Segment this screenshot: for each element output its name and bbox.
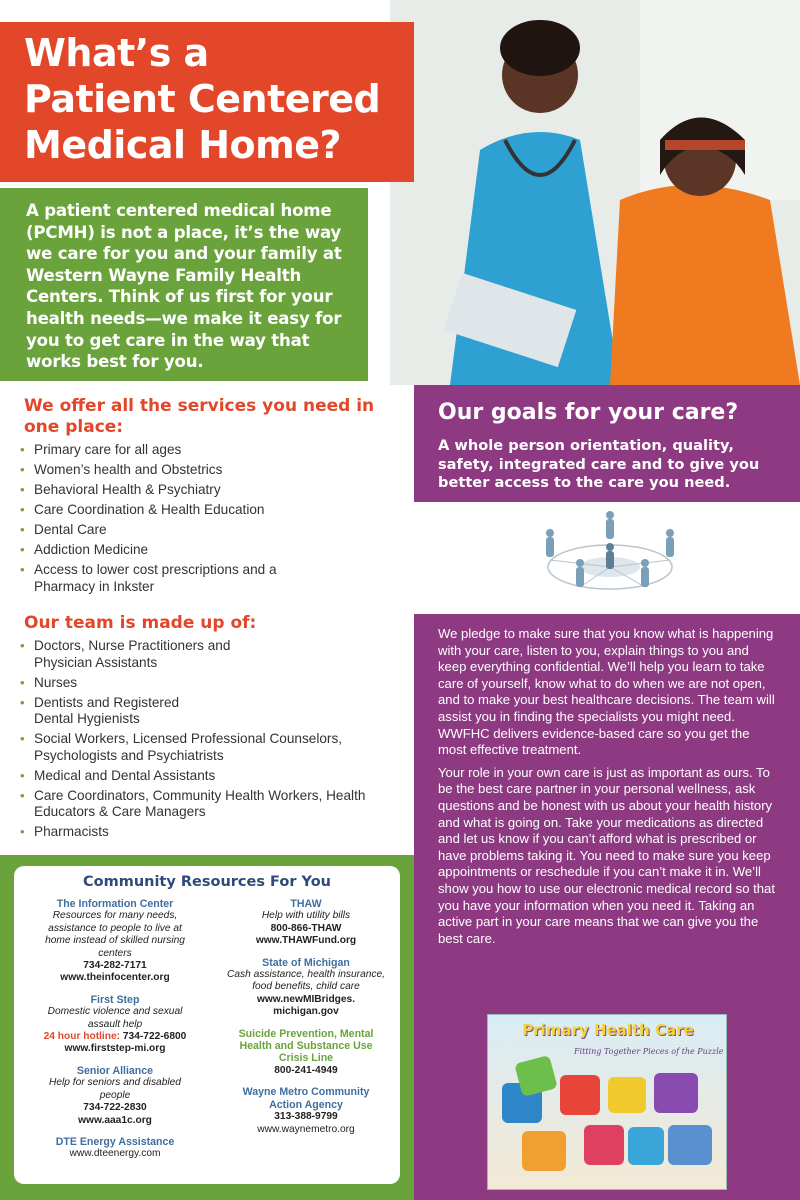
resource-wayne-metro: [226, 1086, 386, 1136]
resources-title: Community Resources For You: [83, 874, 331, 890]
resource-description: Cash assistance, health insurance, food benefits, child care: [227, 969, 385, 993]
pledge-paragraph-1: We pledge to make sure that you know what is happening with your care, listen to you, explain things to you and keep everything confidential. We’ll help you learn to take care of yourself, know what to do when we are not open, and to make your best healthcare decisions. The team will assist you in finding the specialists you might need. WWFHC delivers evidence-based care so you get the most effective treatment.: [438, 626, 775, 758]
resource-website-link[interactable]: www.dteenergy.com: [69, 1148, 161, 1160]
resource-name: Wayne Metro Community Action Agency: [242, 1086, 370, 1111]
primary-health-care-puzzle-image: [487, 1014, 727, 1190]
resource-crisis-line: [226, 1028, 386, 1078]
resource-name: Senior Alliance: [76, 1064, 154, 1077]
team-list: [16, 638, 394, 841]
page-title-banner: [0, 22, 414, 182]
resources-left-column: [36, 898, 194, 1170]
title-line-2: Patient Centered: [24, 77, 381, 121]
resource-state-of-michigan: [226, 957, 386, 1019]
resource-name: THAW: [290, 898, 322, 910]
resource-phone: 800-866-THAW: [270, 922, 342, 934]
resource-phone: 734-722-2830: [83, 1102, 147, 1114]
resource-phone: 734-722-6800: [122, 1031, 187, 1043]
resources-right-column: [226, 898, 386, 1145]
resource-phone: 734-282-7171: [83, 960, 147, 972]
resource-phone: 313-388-9799: [274, 1111, 338, 1123]
resource-phone: 800-241-4949: [274, 1064, 338, 1076]
list-item: • Primary care for all ages: [16, 442, 384, 459]
resource-description: Help with utility bills: [261, 910, 351, 922]
services-heading: We offer all the services you need in one place:: [24, 396, 375, 437]
resource-first-step: [36, 994, 194, 1056]
goals-panel: [414, 385, 800, 502]
pledge-paragraph-2: Your role in your own care is just as important as ours. To be the best care partner in your personal wellness, ask questions and be honest with us about your health history and what is going on. Take your medications as directed and let us know if you can’t afford what is prescribed or have problems taking it. You need to make sure you keep appointments or reschedule if you can’t make it in. We’ll show you how to use our electronic medical record so that you have your information when you need it. Taking an active part in your care means that we can give you the best care.: [438, 764, 775, 946]
list-item: • Addiction Medicine: [16, 542, 384, 559]
resource-website-link[interactable]: www.newMIBridges. michigan.gov: [256, 993, 356, 1018]
intro-text: A patient centered medical home (PCMH) is not a place, it’s the way we care for you and your family at Western Wayne Family Health Centers. Think of us first for your health needs—we make it easy for you to get care in the way that works best for you.: [26, 201, 342, 372]
puzzle-pieces-graphic: [488, 1015, 727, 1190]
list-item: • Behavioral Health & Psychiatry: [16, 482, 384, 499]
list-item: • Doctors, Nurse Practitioners and Physician Assistants: [16, 638, 276, 671]
list-item: • Nurses: [16, 675, 394, 692]
resource-name: Suicide Prevention, Mental Health and Substance Use Crisis Line: [238, 1027, 374, 1065]
resource-description: Help for seniors and disabled people: [49, 1077, 181, 1101]
puzzle-title: Primary Health Care: [522, 1021, 694, 1039]
list-item: • Pharmacists: [16, 824, 394, 841]
team-section: [24, 613, 394, 844]
resource-name: First Step: [90, 993, 140, 1006]
resource-website-link[interactable]: www.THAWFund.org: [255, 935, 357, 947]
resource-description: Domestic violence and sexual assault help: [47, 1006, 183, 1030]
title-line-1: What’s a: [24, 31, 209, 75]
goals-heading: Our goals for your care?: [438, 400, 739, 425]
list-item: • Social Workers, Licensed Professional Counselors, Psychologists and Psychiatrists: [16, 731, 376, 764]
resource-name: DTE Energy Assistance: [55, 1135, 175, 1148]
list-item: • Medical and Dental Assistants: [16, 768, 394, 785]
resource-description: Resources for many needs, assistance to people to live at home instead of skilled nursing centers: [45, 910, 185, 959]
list-item: • Women’s health and Obstetrics: [16, 462, 384, 479]
list-item: • Dental Care: [16, 522, 384, 539]
resource-senior-alliance: [36, 1065, 194, 1127]
resource-information-center: [36, 898, 194, 985]
intro-panel: [0, 188, 368, 381]
page-title: [24, 30, 390, 168]
list-item: • Care Coordinators, Community Health Workers, Health Educators & Care Managers: [16, 788, 376, 821]
hotline-label: 24 hour hotline:: [43, 1031, 121, 1043]
list-item: • Care Coordination & Health Education: [16, 502, 384, 519]
resource-website-link[interactable]: www.waynemetro.org: [257, 1123, 355, 1135]
resource-name: The Information Center: [56, 898, 174, 910]
goals-text: A whole person orientation, quality, safety, integrated care and to give you better access to the care you need.: [438, 437, 760, 491]
resource-name: State of Michigan: [262, 956, 350, 969]
resource-website-link[interactable]: www.aaa1c.org: [78, 1114, 152, 1126]
services-list: [16, 442, 384, 595]
services-section: [24, 396, 384, 599]
resource-dte-energy: [36, 1136, 194, 1161]
puzzle-subtitle: Fitting Together Pieces of the Puzzle: [574, 1047, 724, 1056]
care-team-network-illustration: [520, 505, 700, 605]
title-line-3: Medical Home?: [24, 123, 342, 167]
list-item: • Dentists and Registered Dental Hygienists: [16, 695, 216, 728]
resource-website-link[interactable]: www.firststep-mi.org: [64, 1043, 166, 1055]
team-heading: Our team is made up of:: [24, 613, 257, 633]
resource-thaw: [226, 898, 386, 948]
list-item: • Access to lower cost prescriptions and a Pharmacy in Inkster: [16, 562, 306, 595]
resource-website-link[interactable]: www.theinfocenter.org: [60, 972, 170, 984]
nurse-patient-photo: [390, 0, 800, 385]
